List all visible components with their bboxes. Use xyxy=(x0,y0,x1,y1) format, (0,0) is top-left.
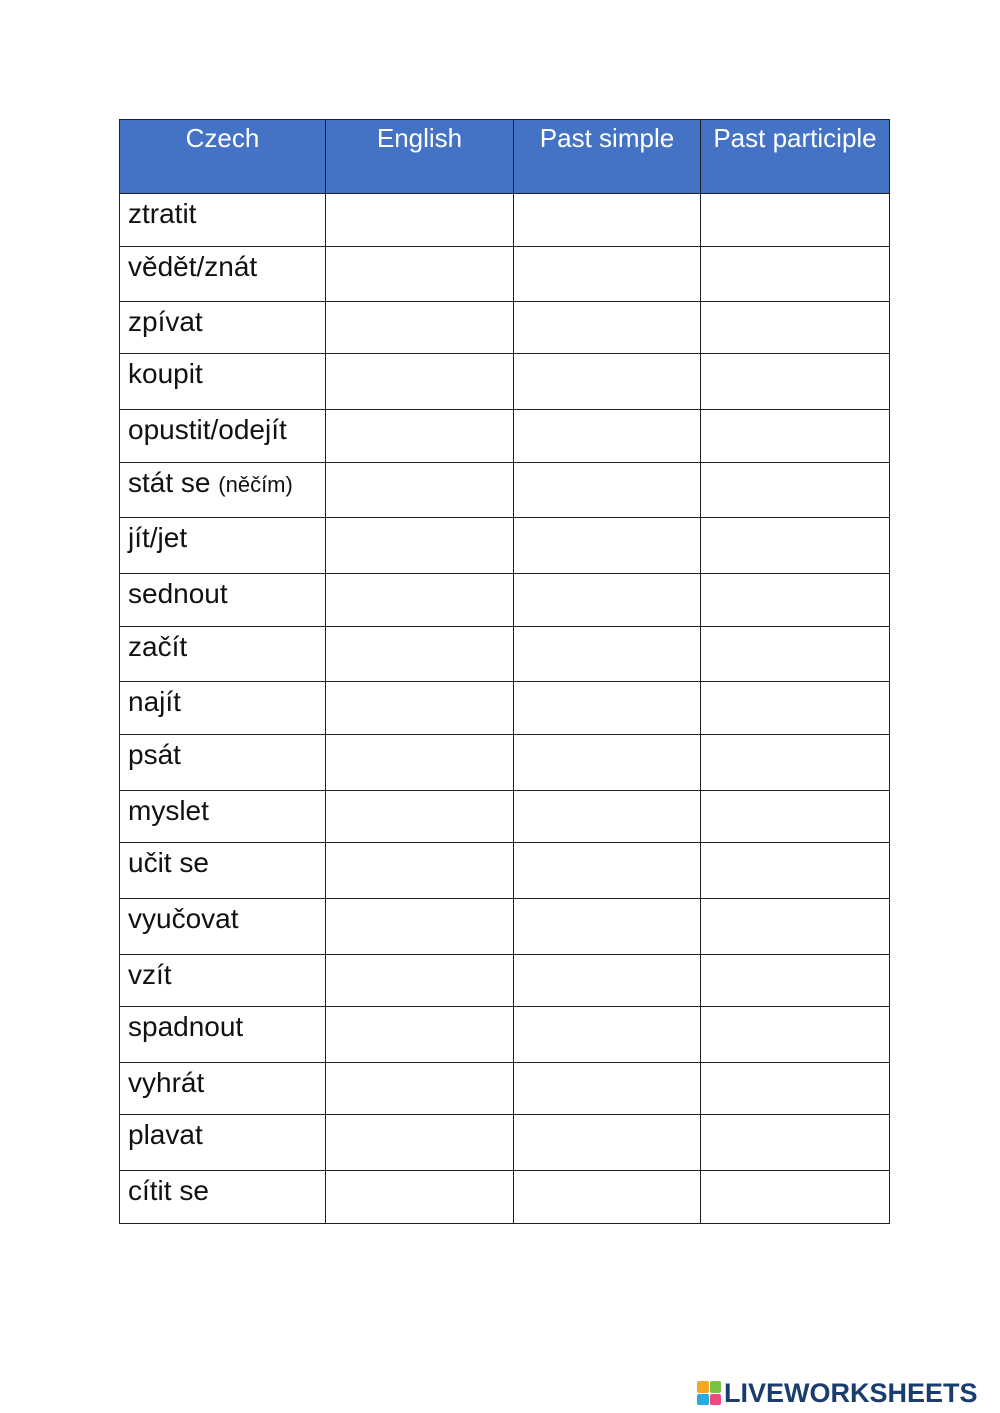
past-simple-answer-cell[interactable] xyxy=(514,899,701,955)
english-answer-cell[interactable] xyxy=(326,735,514,791)
past-participle-answer-cell[interactable] xyxy=(701,518,890,574)
past-simple-answer-cell[interactable] xyxy=(514,574,701,627)
logo-mark-icon xyxy=(697,1381,721,1405)
past-participle-answer-cell[interactable] xyxy=(701,843,890,899)
table-row xyxy=(120,518,890,574)
czech-word: cítit se xyxy=(128,1175,209,1206)
table-row xyxy=(120,791,890,843)
czech-word-cell xyxy=(120,1115,326,1171)
english-answer-cell[interactable] xyxy=(326,247,514,302)
table-row xyxy=(120,302,890,354)
czech-word-cell xyxy=(120,410,326,463)
czech-word-cell xyxy=(120,518,326,574)
czech-word-cell xyxy=(120,1063,326,1115)
czech-word: začít xyxy=(128,631,188,662)
past-simple-answer-cell[interactable] xyxy=(514,463,701,518)
past-participle-answer-cell[interactable] xyxy=(701,1063,890,1115)
header-english: English xyxy=(326,120,514,194)
table-row xyxy=(120,1171,890,1224)
czech-word-cell xyxy=(120,1171,326,1224)
czech-word: spadnout xyxy=(128,1011,244,1042)
past-participle-answer-cell[interactable] xyxy=(701,194,890,247)
logo-square-4 xyxy=(710,1394,722,1406)
past-simple-answer-cell[interactable] xyxy=(514,194,701,247)
past-simple-answer-cell[interactable] xyxy=(514,1115,701,1171)
table-row xyxy=(120,574,890,627)
table-row xyxy=(120,735,890,791)
english-answer-cell[interactable] xyxy=(326,955,514,1007)
czech-word-cell xyxy=(120,955,326,1007)
english-answer-cell[interactable] xyxy=(326,410,514,463)
past-simple-answer-cell[interactable] xyxy=(514,735,701,791)
table-row xyxy=(120,682,890,735)
past-participle-answer-cell[interactable] xyxy=(701,1171,890,1224)
english-answer-cell[interactable] xyxy=(326,627,514,682)
liveworksheets-logo xyxy=(697,1378,978,1408)
past-participle-answer-cell[interactable] xyxy=(701,735,890,791)
english-answer-cell[interactable] xyxy=(326,354,514,410)
czech-word-cell xyxy=(120,302,326,354)
table-row xyxy=(120,354,890,410)
english-answer-cell[interactable] xyxy=(326,791,514,843)
past-simple-answer-cell[interactable] xyxy=(514,247,701,302)
past-simple-answer-cell[interactable] xyxy=(514,843,701,899)
table-row xyxy=(120,1115,890,1171)
czech-word: jít/jet xyxy=(128,522,188,553)
czech-word: najít xyxy=(128,686,181,717)
past-participle-answer-cell[interactable] xyxy=(701,1115,890,1171)
english-answer-cell[interactable] xyxy=(326,574,514,627)
past-participle-answer-cell[interactable] xyxy=(701,574,890,627)
czech-word: vyhrát xyxy=(128,1067,205,1098)
czech-word-cell xyxy=(120,791,326,843)
czech-word: vyučovat xyxy=(128,903,239,934)
past-simple-answer-cell[interactable] xyxy=(514,518,701,574)
past-simple-answer-cell[interactable] xyxy=(514,682,701,735)
czech-word-cell xyxy=(120,354,326,410)
past-participle-answer-cell[interactable] xyxy=(701,627,890,682)
czech-word: plavat xyxy=(128,1119,203,1150)
past-simple-answer-cell[interactable] xyxy=(514,302,701,354)
english-answer-cell[interactable] xyxy=(326,1063,514,1115)
czech-word: psát xyxy=(128,739,181,770)
english-answer-cell[interactable] xyxy=(326,1007,514,1063)
past-simple-answer-cell[interactable] xyxy=(514,1007,701,1063)
english-answer-cell[interactable] xyxy=(326,682,514,735)
table-row xyxy=(120,899,890,955)
table-row xyxy=(120,410,890,463)
czech-word-cell xyxy=(120,463,326,518)
past-participle-answer-cell[interactable] xyxy=(701,955,890,1007)
english-answer-cell[interactable] xyxy=(326,518,514,574)
czech-word: myslet xyxy=(128,795,209,826)
czech-word: koupit xyxy=(128,358,203,389)
logo-square-3 xyxy=(697,1394,709,1406)
english-answer-cell[interactable] xyxy=(326,1171,514,1224)
czech-word: stát se xyxy=(128,467,211,498)
czech-word-cell xyxy=(120,682,326,735)
czech-word-cell xyxy=(120,1007,326,1063)
czech-word-cell xyxy=(120,899,326,955)
english-answer-cell[interactable] xyxy=(326,899,514,955)
logo-text: LIVEWORKSHEETS xyxy=(724,1377,978,1408)
english-answer-cell[interactable] xyxy=(326,1115,514,1171)
czech-word: vědět/znát xyxy=(128,251,258,282)
verb-table xyxy=(119,119,890,1224)
table-row xyxy=(120,843,890,899)
czech-word: vzít xyxy=(128,959,172,990)
czech-word: ztratit xyxy=(128,198,197,229)
english-answer-cell[interactable] xyxy=(326,302,514,354)
past-participle-answer-cell[interactable] xyxy=(701,247,890,302)
table-row xyxy=(120,1007,890,1063)
czech-word-cell xyxy=(120,574,326,627)
past-simple-answer-cell[interactable] xyxy=(514,791,701,843)
past-simple-answer-cell[interactable] xyxy=(514,354,701,410)
table-row xyxy=(120,955,890,1007)
header-row xyxy=(120,120,890,194)
czech-word-cell xyxy=(120,627,326,682)
past-participle-answer-cell[interactable] xyxy=(701,410,890,463)
past-simple-answer-cell[interactable] xyxy=(514,627,701,682)
czech-word: zpívat xyxy=(128,306,203,337)
past-simple-answer-cell[interactable] xyxy=(514,410,701,463)
english-answer-cell[interactable] xyxy=(326,843,514,899)
english-answer-cell[interactable] xyxy=(326,463,514,518)
table-row xyxy=(120,1063,890,1115)
english-answer-cell[interactable] xyxy=(326,194,514,247)
czech-word-note: (něčím) xyxy=(218,472,293,497)
header-past-simple: Past simple xyxy=(514,120,701,194)
logo-square-2 xyxy=(710,1381,722,1393)
czech-word-cell xyxy=(120,735,326,791)
past-participle-answer-cell[interactable] xyxy=(701,899,890,955)
czech-word-cell xyxy=(120,843,326,899)
header-czech: Czech xyxy=(120,120,326,194)
table-row xyxy=(120,247,890,302)
czech-word-cell xyxy=(120,247,326,302)
logo-square-1 xyxy=(697,1381,709,1393)
past-participle-answer-cell[interactable] xyxy=(701,791,890,843)
past-participle-answer-cell[interactable] xyxy=(701,354,890,410)
czech-word-cell xyxy=(120,194,326,247)
past-participle-answer-cell[interactable] xyxy=(701,1007,890,1063)
past-participle-answer-cell[interactable] xyxy=(701,302,890,354)
past-simple-answer-cell[interactable] xyxy=(514,955,701,1007)
table-row xyxy=(120,194,890,247)
past-simple-answer-cell[interactable] xyxy=(514,1171,701,1224)
table-row xyxy=(120,627,890,682)
past-participle-answer-cell[interactable] xyxy=(701,682,890,735)
table-row xyxy=(120,463,890,518)
header-past-participle: Past participle xyxy=(701,120,890,194)
czech-word: opustit/odejít xyxy=(128,414,287,445)
czech-word: učit se xyxy=(128,847,209,878)
past-simple-answer-cell[interactable] xyxy=(514,1063,701,1115)
czech-word: sednout xyxy=(128,578,228,609)
past-participle-answer-cell[interactable] xyxy=(701,463,890,518)
